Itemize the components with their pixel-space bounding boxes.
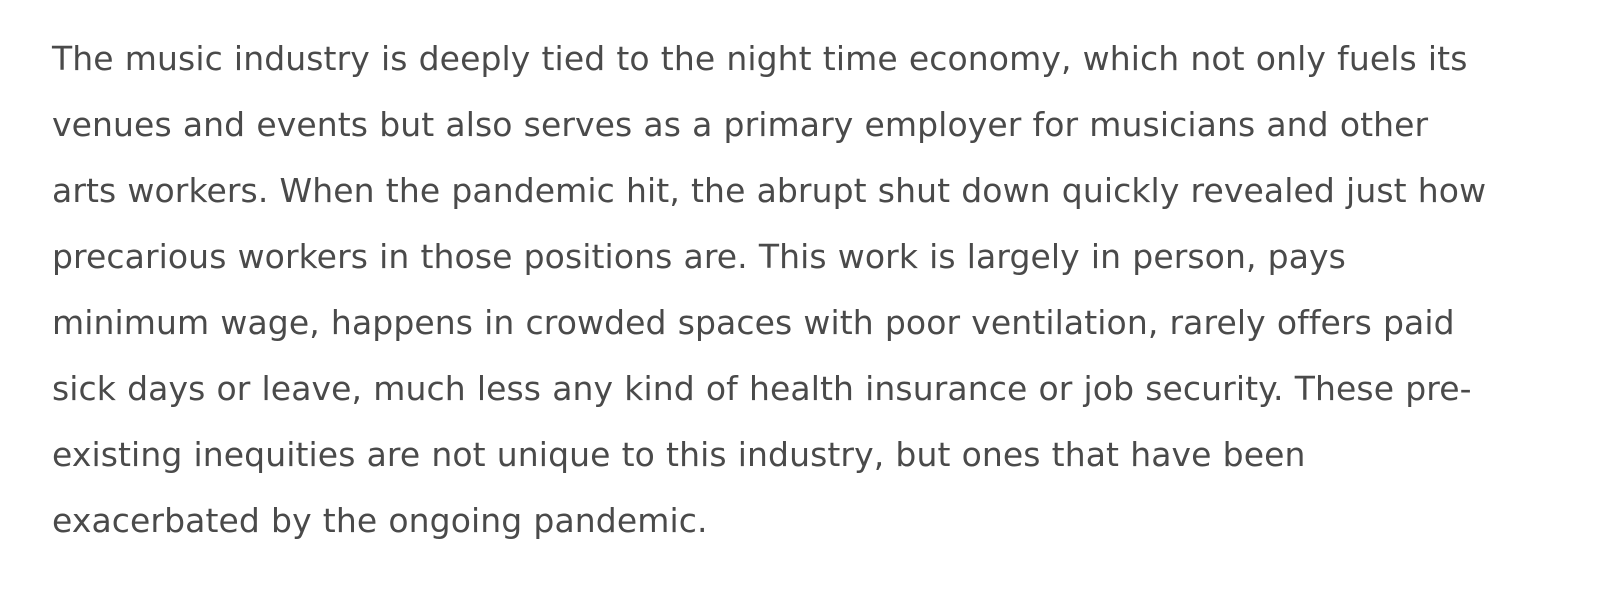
body-paragraph: The music industry is deeply tied to the night time economy, which not only fuels its venues and events but also serves as a primary employer for musicians and other arts workers. When the pandemic hit, the abrupt shut down quickly revealed just how precarious workers in those positions are. This work is largely in person, pays minimum wage, happens in crowded spaces with poor ventilation, rarely offers paid sick days or leave, much less any kind of health insurance or job security. These pre-existing inequities are not unique to this industry, but ones that have been exacerbated by the ongoing pandemic. [52,39,1487,540]
